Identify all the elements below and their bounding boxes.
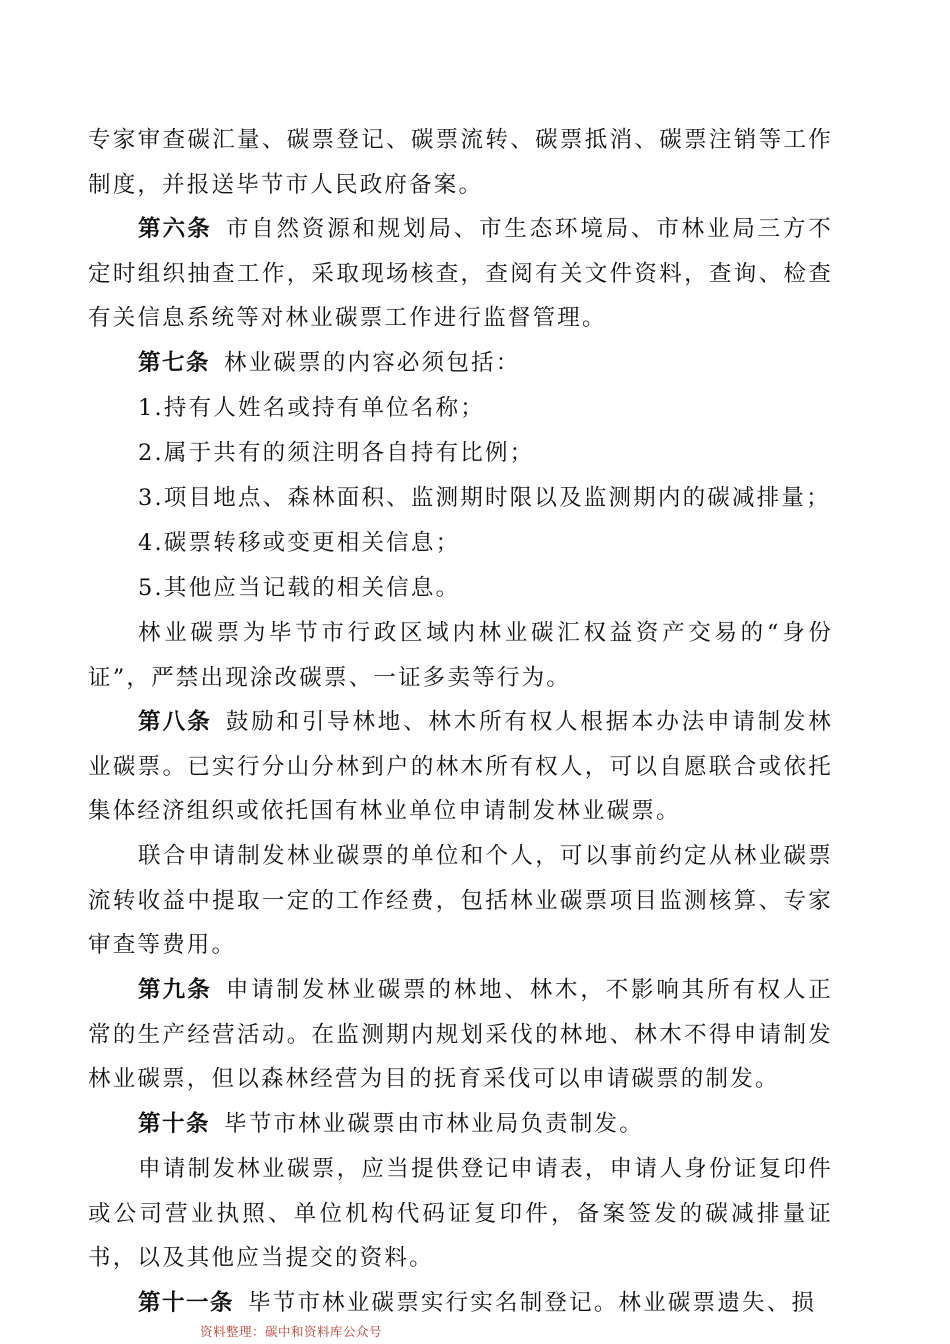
article-10 bbox=[88, 1102, 833, 1147]
article-8-label: 第八条 bbox=[138, 709, 212, 735]
paragraph-continuation: 专家审查碳汇量、碳票登记、碳票流转、碳票抵消、碳票注销等工作制度，并报送毕节市人民政府备案。 bbox=[88, 127, 833, 198]
paragraph-id-card: 林业碳票为毕节市行政区域内林业碳汇权益资产交易的“身份证”，严禁出现涂改碳票、一证多卖等行为。 bbox=[88, 620, 833, 691]
list-item: 5.其他应当记载的相关信息。 bbox=[138, 575, 461, 601]
article-11-text: 毕节市林业碳票实行实名制登记。林业碳票遗失、损 bbox=[248, 1290, 817, 1316]
list-item: 1.持有人姓名或持有单位名称； bbox=[138, 395, 485, 421]
list-item: 3.项目地点、森林面积、监测期时限以及监测期内的碳减排量； bbox=[138, 485, 831, 511]
article-8 bbox=[88, 700, 833, 834]
paragraph-application-materials: 申请制发林业碳票，应当提供登记申请表，申请人身份证复印件或公司营业执照、单位机构代码证复印件，备案签发的碳减排量证书，以及其他应当提交的资料。 bbox=[88, 1156, 833, 1271]
article-8-text: 鼓励和引导林地、林木所有权人根据本办法申请制发林业碳票。已实行分山分林到户的林木所有权人，可以自愿联合或依托集体经济组织或依托国有林业单位申请制发林业碳票。 bbox=[88, 709, 833, 824]
article-9-text: 申请制发林业碳票的林地、林木，不影响其所有权人正常的生产经营活动。在监测期内规划采伐的林地、林木不得申请制发林业碳票，但以森林经营为目的抚育采伐可以申请碳票的制发。 bbox=[88, 977, 833, 1092]
list-item: 4.碳票转移或变更相关信息； bbox=[138, 530, 461, 556]
article-7 bbox=[88, 341, 833, 386]
article-6-text: 市自然资源和规划局、市生态环境局、市林业局三方不定时组织抽查工作，采取现场核查，查阅有关文件资料，查询、检查有关信息系统等对林业碳票工作进行监督管理。 bbox=[88, 216, 833, 331]
footer-source-note: 资料整理：碳中和资料库公众号 bbox=[200, 1324, 383, 1339]
article-11-label: 第十一条 bbox=[138, 1290, 235, 1316]
article-7-text: 林业碳票的内容必须包括： bbox=[224, 350, 521, 376]
article-10-text: 毕节市林业碳票由市林业局负责制发。 bbox=[224, 1111, 644, 1137]
article-6-label: 第六条 bbox=[138, 216, 212, 242]
article-7-label: 第七条 bbox=[138, 350, 211, 376]
list-item: 2.属于共有的须注明各自持有比例； bbox=[138, 440, 535, 466]
article-11 bbox=[88, 1281, 833, 1326]
article-10-label: 第十条 bbox=[138, 1111, 211, 1137]
article-6 bbox=[88, 207, 833, 341]
paragraph-joint-application: 联合申请制发林业碳票的单位和个人，可以事前约定从林业碳票流转收益中提取一定的工作经费，包括林业碳票项目监测核算、专家审查等费用。 bbox=[88, 843, 833, 958]
article-9-label: 第九条 bbox=[138, 977, 212, 1003]
article-9 bbox=[88, 968, 833, 1102]
